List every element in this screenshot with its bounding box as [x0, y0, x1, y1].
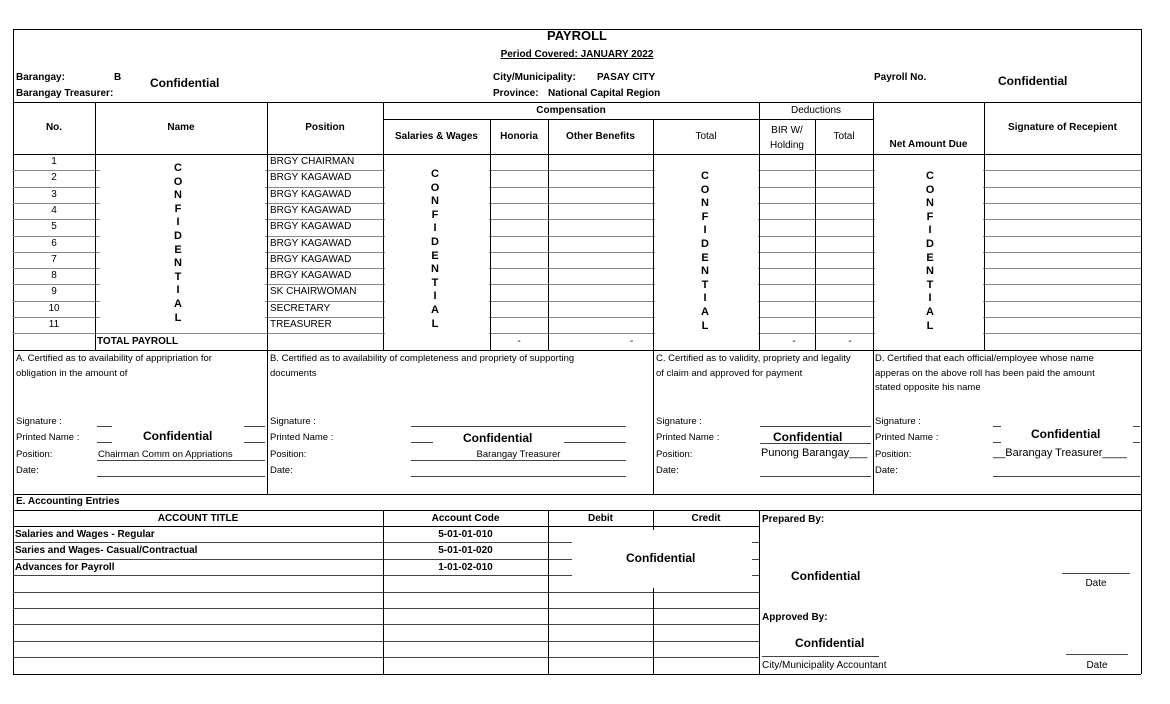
cert-c-printed-label: Printed Name :: [656, 432, 720, 443]
col-name-header: Name: [167, 122, 195, 133]
row-no: 4: [51, 205, 57, 216]
total-honoria-dash: -: [517, 336, 521, 347]
row-no: 8: [51, 270, 57, 281]
cert-d-text2: apperas on the above roll has been paid the amount: [875, 368, 1095, 379]
accounting-title: E. Accounting Entries: [16, 496, 120, 507]
row-position: SECRETARY: [270, 303, 331, 314]
col-other-header: Other Benefits: [566, 131, 635, 142]
row-no: 9: [51, 286, 57, 297]
cert-d-position-label: Position:: [875, 449, 912, 460]
cert-a-text2: obligation in the amount of: [16, 368, 128, 379]
cert-c-date-label: Date:: [656, 465, 679, 476]
barangay-value: B: [114, 72, 122, 83]
prepared-date-label: Date: [1085, 578, 1107, 589]
deductions-header: Deductions: [790, 105, 842, 116]
approved-by-label: Approved By:: [762, 612, 828, 623]
row-no: 7: [51, 254, 57, 265]
cert-b-sig-label: Signature :: [270, 416, 316, 427]
total-confidential: C O N F I D E N T I A L: [698, 170, 712, 333]
cert-d-position-value: __Barangay Treasurer____: [993, 447, 1127, 459]
row-position: BRGY CHAIRMAN: [270, 156, 355, 167]
city-value: PASAY CITY: [597, 72, 656, 83]
row-position: SK CHAIRWOMAN: [270, 286, 357, 297]
cert-c-text2: of claim and approved for payment: [656, 368, 803, 379]
col-position-header: Position: [305, 122, 345, 133]
cert-d-date-label: Date:: [875, 465, 898, 476]
col-no-header: No.: [45, 122, 63, 133]
accounting-amount-confidential: Confidential: [626, 551, 696, 565]
entry-code: 5-01-01-010: [438, 529, 493, 540]
barangay-label: Barangay:: [16, 72, 65, 83]
cert-c-position-value: Punong Barangay___: [761, 447, 868, 459]
row-position: BRGY KAGAWAD: [270, 172, 352, 183]
cert-b-name: Confidential: [463, 431, 533, 445]
row-no: 5: [51, 221, 57, 232]
cert-d-text3: stated opposite his name: [875, 382, 981, 393]
col-code-header: Account Code: [431, 513, 500, 524]
cert-d-text1: D. Certified that each official/employee whose name: [875, 353, 1094, 364]
total-birw-dash: -: [792, 336, 796, 347]
cert-d-printed-label: Printed Name :: [875, 432, 939, 443]
cert-c-sig-label: Signature :: [656, 416, 702, 427]
col-net-header: Net Amount Due: [889, 139, 968, 150]
row-position: BRGY KAGAWAD: [270, 254, 352, 265]
cert-a-sig-label: Signature :: [16, 416, 62, 427]
cert-a-name: Confidential: [143, 429, 213, 443]
payroll-no-label: Payroll No.: [874, 72, 927, 83]
compensation-header: Compensation: [536, 105, 606, 116]
row-position: TREASURER: [270, 319, 332, 330]
col-account-header: ACCOUNT TITLE: [157, 513, 239, 524]
cert-b-position-value: Barangay Treasurer: [476, 449, 561, 460]
cert-b-text1: B. Certified as to availability of completeness and propriety of supporting: [270, 353, 575, 364]
total-payroll-label: TOTAL PAYROLL: [97, 336, 179, 347]
treasurer-label: Barangay Treasurer:: [16, 88, 114, 99]
col-ded-total-header: Total: [833, 131, 855, 142]
col-total-header: Total: [695, 131, 717, 142]
prepared-by-label: Prepared By:: [762, 514, 825, 525]
approved-by-name: Confidential: [795, 636, 865, 650]
cert-a-position-label: Position:: [16, 449, 53, 460]
cert-c-text1: C. Certified as to validity, propriety and legality: [656, 353, 851, 364]
row-position: BRGY KAGAWAD: [270, 189, 352, 200]
col-credit-header: Credit: [691, 513, 721, 524]
col-salaries-header: Salaries & Wages: [394, 131, 478, 142]
row-no: 10: [48, 303, 60, 314]
cert-c-position-label: Position:: [656, 449, 693, 460]
total-ded-dash: -: [848, 336, 852, 347]
cert-b-position-label: Position:: [270, 449, 307, 460]
row-no: 1: [51, 156, 57, 167]
province-label: Province:: [493, 88, 539, 99]
entry-title: Saries and Wages- Casual/Contractual: [15, 545, 198, 556]
row-no: 3: [51, 189, 57, 200]
entry-code: 1-01-02-010: [438, 562, 493, 573]
row-position: BRGY KAGAWAD: [270, 238, 352, 249]
col-debit-header: Debit: [588, 513, 613, 524]
page-title: PAYROLL: [547, 28, 607, 43]
prepared-by-name: Confidential: [791, 569, 861, 583]
cert-b-printed-label: Printed Name :: [270, 432, 334, 443]
cert-d-sig-label: Signature :: [875, 416, 921, 427]
cert-b-text2: documents: [270, 368, 317, 379]
approved-date-label: Date: [1086, 660, 1108, 671]
row-position: BRGY KAGAWAD: [270, 221, 352, 232]
col-honoria-header: Honoria: [500, 131, 538, 142]
city-label: City/Municipality:: [493, 72, 576, 83]
province-value: National Capital Region: [548, 88, 661, 99]
row-position: BRGY KAGAWAD: [270, 205, 352, 216]
entry-code: 5-01-01-020: [438, 545, 493, 556]
row-position: BRGY KAGAWAD: [270, 270, 352, 281]
salaries-confidential: C O N F I D E N T I A L: [428, 168, 442, 331]
net-confidential: C O N F I D E N T I A L: [923, 170, 937, 333]
row-no: 11: [48, 319, 60, 330]
entry-title: Salaries and Wages - Regular: [15, 529, 155, 540]
total-other-dash: -: [630, 336, 634, 347]
name-confidential: C O N F I D E N T I A L: [171, 162, 185, 325]
row-no: 6: [51, 238, 57, 249]
period-covered: Period Covered: JANUARY 2022: [500, 49, 654, 60]
entry-title: Advances for Payroll: [15, 562, 115, 573]
cert-b-date-label: Date:: [270, 465, 293, 476]
col-signature-header: Signature of Recepient: [1008, 122, 1117, 133]
cert-a-position-value: Chairman Comm on Appriations: [98, 449, 233, 460]
cert-d-name: Confidential: [1031, 427, 1101, 441]
payroll-no-value: Confidential: [998, 74, 1068, 88]
cert-a-printed-label: Printed Name :: [16, 432, 80, 443]
cert-a-date-label: Date:: [16, 465, 39, 476]
row-no: 2: [51, 172, 57, 183]
col-birw-header: BIR W/ Holding: [770, 125, 804, 151]
cert-a-text1: A. Certified as to availability of appripriation for: [16, 353, 212, 364]
approved-position: City/Municipality Accountant: [762, 660, 887, 671]
barangay-confidential: Confidential: [150, 76, 220, 90]
cert-c-name: Confidential: [773, 430, 843, 444]
